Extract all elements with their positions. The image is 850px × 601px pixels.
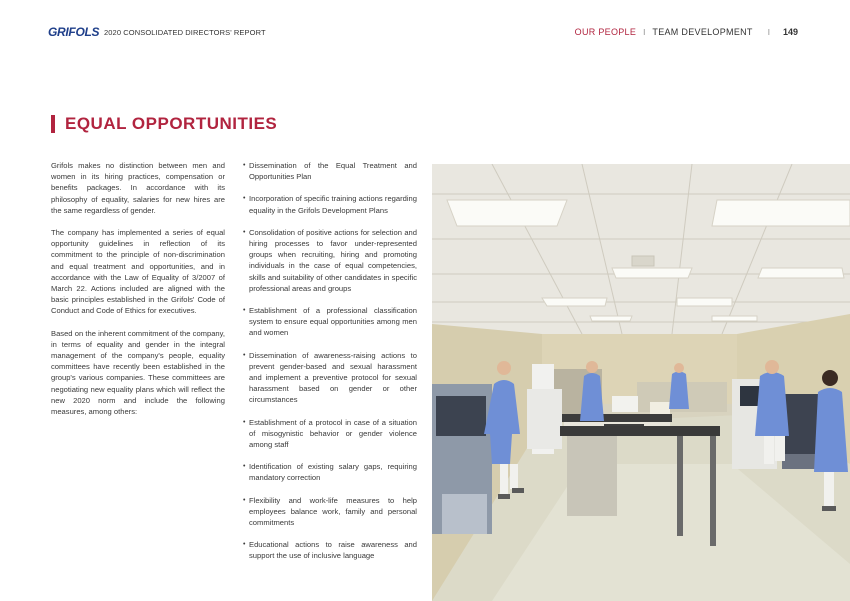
list-item: • Flexibility and work-life measures to help employees balance work, family and personal commitments <box>243 495 417 529</box>
list-item: • Consolidation of positive actions for selection and hiring processes to favor under-represented groups when recruiting, hiring and promoting individuals in the case of equal competencies, skills and suitability of other candidates in specific professional areas and groups <box>243 227 417 294</box>
paragraph: Grifols makes no distinction between men and women in its hiring practices, compensation or benefits packages. In accordance with its philosophy of equality, salaries for new hires are the same regardless of gender. <box>51 161 225 215</box>
paragraph: Based on the inherent commitment of the company, in terms of equality and gender in the integral management of the company's people, equality committees have recently been established in the group's various companies. These committees are negotiating new equality plans which will reflect the new 2020 norm and include the following measures, among others: <box>51 328 225 417</box>
page-title: EQUAL OPPORTUNITIES <box>65 114 278 133</box>
section-label: OUR PEOPLE <box>574 27 637 37</box>
list-item: • Dissemination of awareness-raising actions to prevent gender-based and sexual harassment and implement a preventive protocol for sexual harassment based on gender or other circumstances <box>243 350 417 406</box>
body-column-right <box>243 160 417 573</box>
section-title-block <box>51 114 277 134</box>
laboratory-photo <box>432 164 850 601</box>
grifols-logo: GRIFOLS <box>48 25 100 39</box>
page-number: 149 <box>782 27 798 37</box>
list-item: • Establishment of a professional classification system to ensure equal opportunities among men and women <box>243 305 417 339</box>
paragraph: The company has implemented a series of equal opportunity guidelines in reflection of its commitment to the principle of non-discrimination and equal treatment and opportunities, and in accordance with the Law of Equality of 3/2007 of March 22. Actions included are aligned with the basic principles established in the Grifols' Code of Conduct and Code of Ethics for executives. <box>51 228 225 316</box>
body-column-left <box>51 160 225 428</box>
header-separator: I <box>767 27 770 37</box>
title-accent-bar <box>51 115 55 133</box>
list-item: • Educational actions to raise awareness and support the use of inclusive language <box>243 539 417 561</box>
list-item: • Identification of existing salary gaps, requiring mandatory correction <box>243 461 417 483</box>
measures-list <box>243 160 417 562</box>
report-title: 2020 CONSOLIDATED DIRECTORS' REPORT <box>104 28 266 37</box>
running-header <box>575 27 798 37</box>
header-separator: I <box>643 27 646 37</box>
list-item: • Establishment of a protocol in case of a situation of misogynistic behavior or gender violence among staff <box>243 417 417 451</box>
list-item: • Dissemination of the Equal Treatment and Opportunities Plan <box>243 160 417 182</box>
topic-label: TEAM DEVELOPMENT <box>652 27 753 37</box>
list-item: • Incorporation of specific training actions regarding equality in the Grifols Development Plans <box>243 193 417 215</box>
